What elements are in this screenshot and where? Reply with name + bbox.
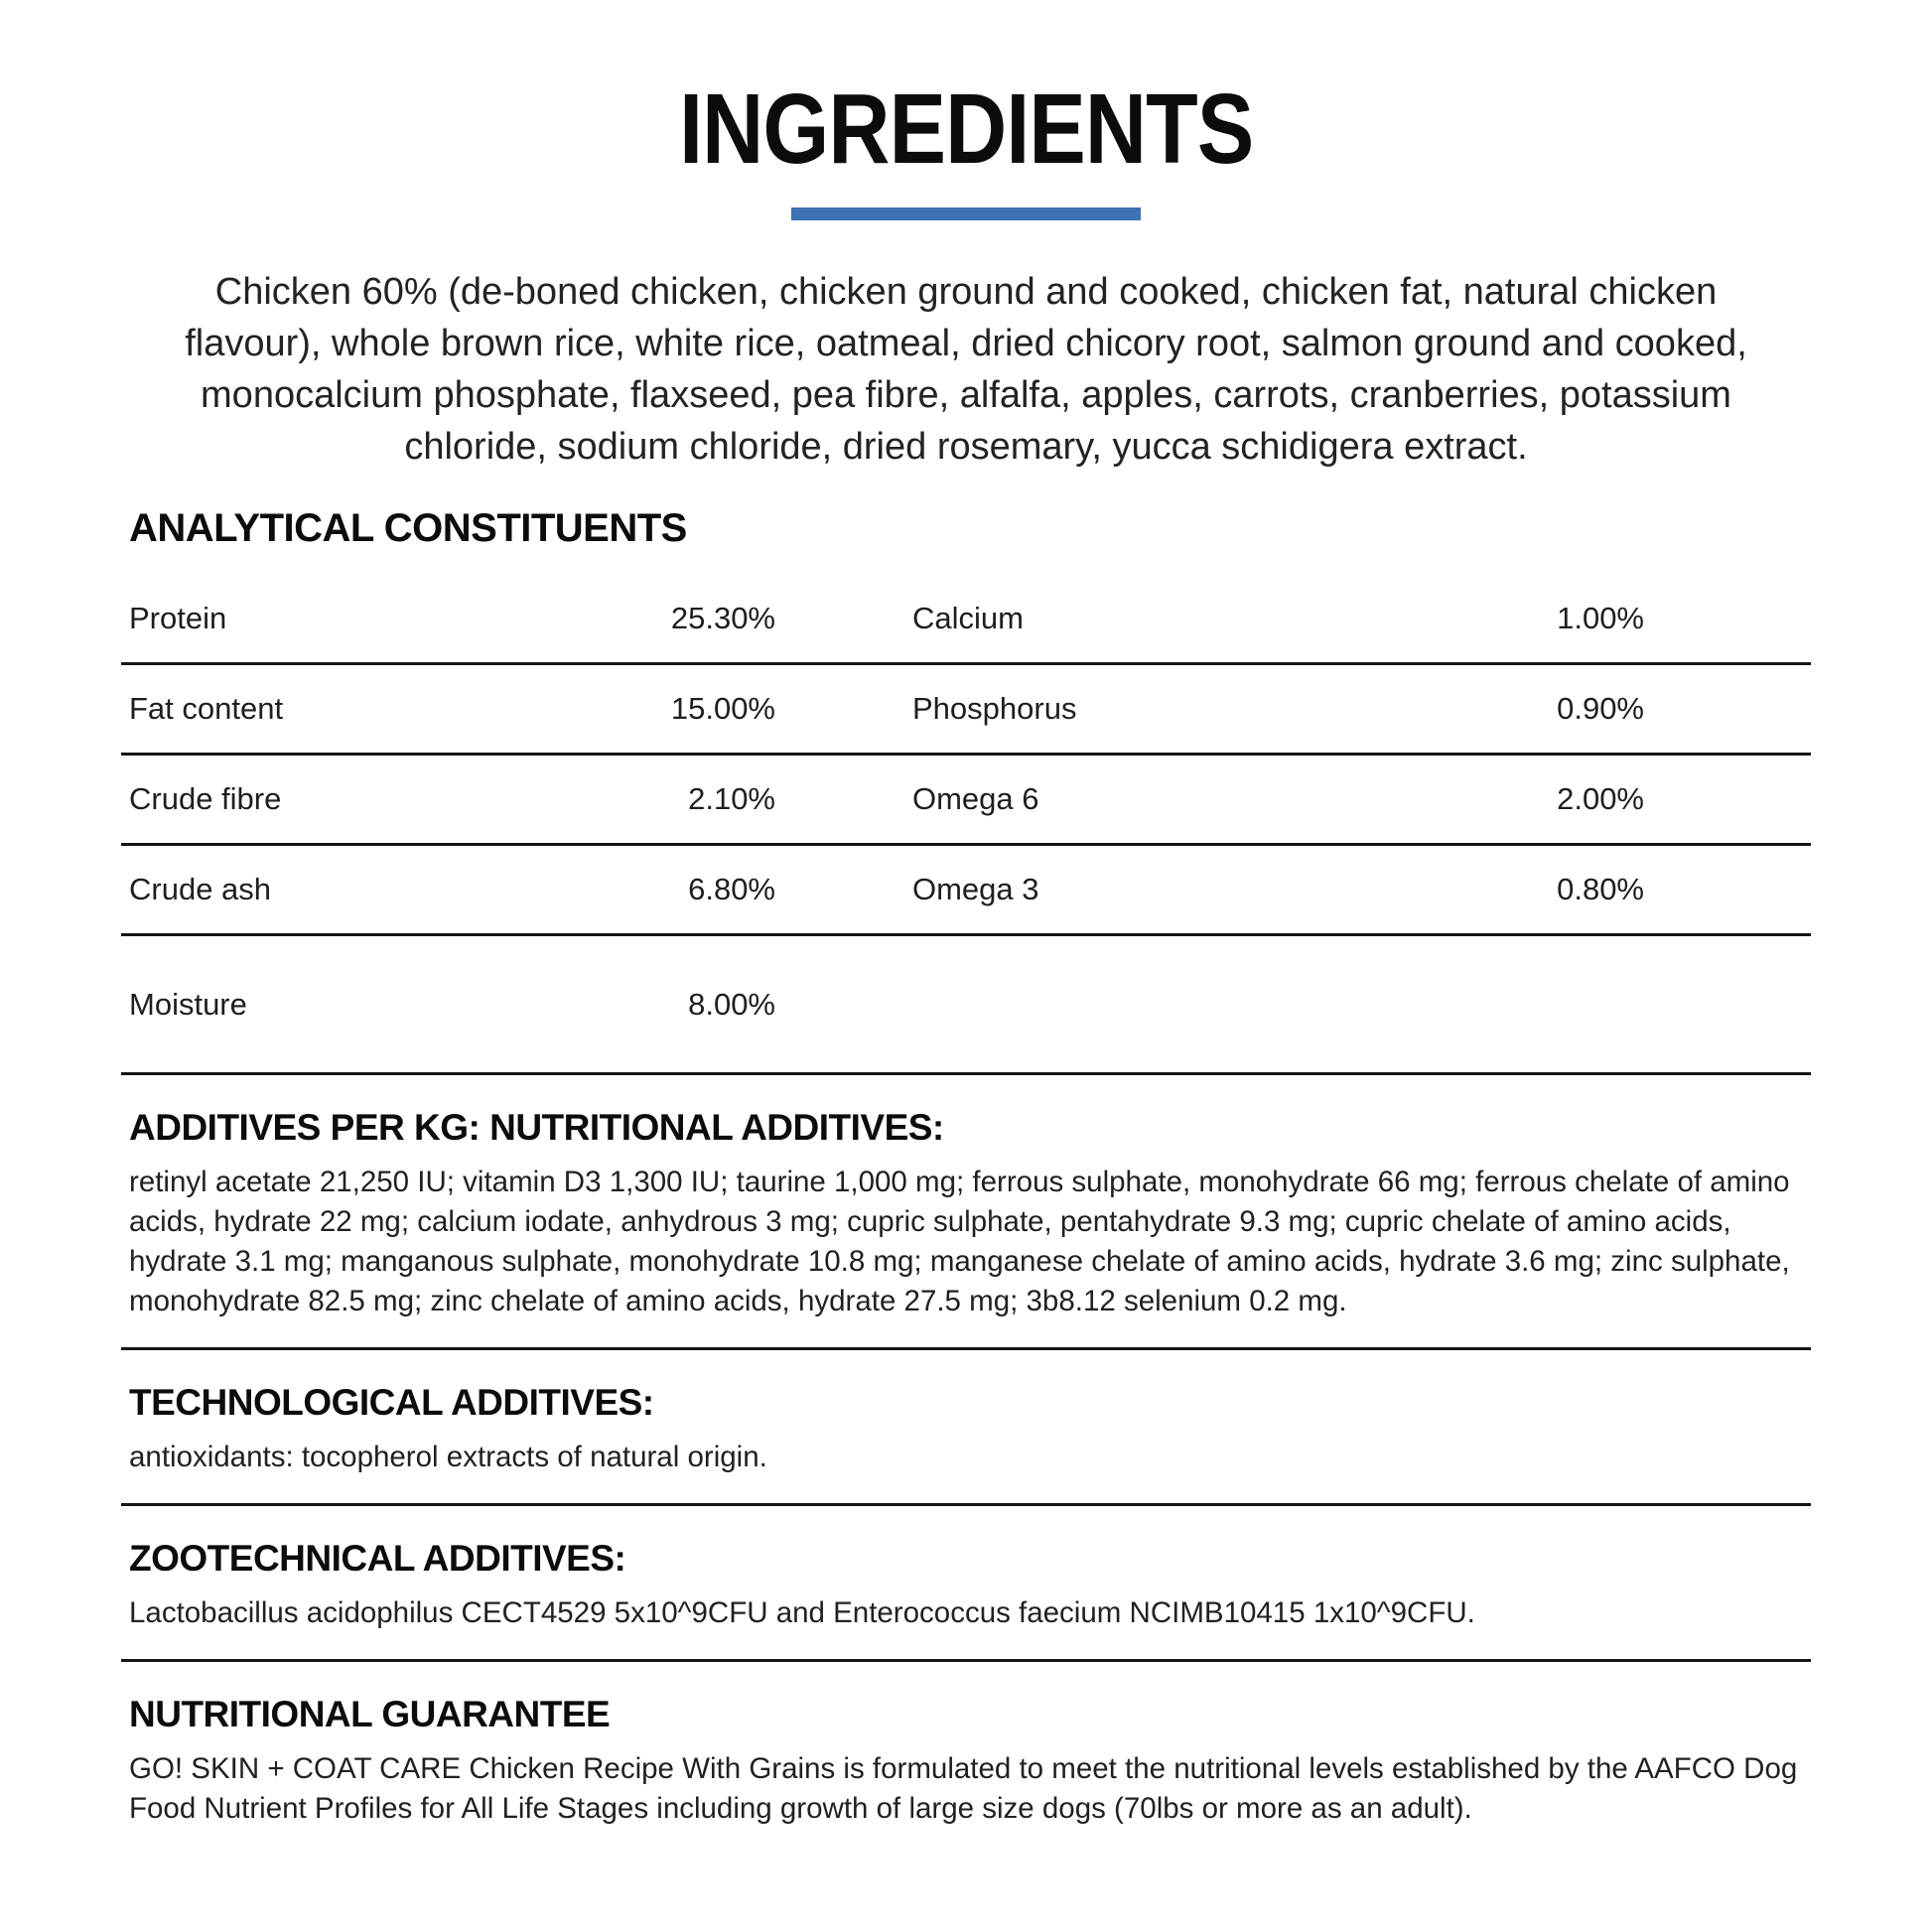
section-body: GO! SKIN + COAT CARE Chicken Recipe With Grains is formulated to meet the nutritional levels established by the AAFCO Dog Food Nutrient Profiles for All Life Stages including growth of large size dogs (70lbs or more as an adult). [129,1752,1798,1825]
section-body: retinyl acetate 21,250 IU; vitamin D3 1,300 IU; taurine 1,000 mg; ferrous sulphate, monohydrate 66 mg; ferrous chelate of amino acids, hydrate 22 mg; calcium iodate, anhydrous 3 mg; cupric sulphate, pentahydrate 9.3 mg; cupric chelate of amino acids, hydrate 3.1 mg; manganous sulphate, monohydrate 10.8 mg; manganese chelate of amino acids, hydrate 3.6 mg; zinc sulphate, monohydrate 82.5 mg; zinc chelate of amino acids, hydrate 27.5 mg; 3b8.12 selenium 0.2 mg. [129,1166,1790,1317]
table-row [121,575,1811,665]
title-underline-bar [791,207,1141,220]
section-body: Lactobacillus acidophilus CECT4529 5x10^9CFU and Enterococcus faecium NCIMB10415 1x10^9CFU. [129,1596,1475,1629]
section-technological-additives [121,1382,1811,1477]
section-heading: NUTRITIONAL GUARANTEE [129,1694,611,1734]
section-zootechnical-additives [121,1538,1811,1633]
section-heading: TECHNOLOGICAL ADDITIVES: [129,1382,654,1423]
nutrient-value: 15.00% [670,691,775,726]
nutrient-label: Calcium [912,601,1024,635]
table-row [121,756,1811,846]
content-area [121,506,1811,1829]
section-heading: ADDITIVES PER KG: NUTRITIONAL ADDITIVES: [129,1107,944,1148]
analytical-constituents-heading: ANALYTICAL CONSTITUENTS [129,506,687,550]
nutrient-value: 1.00% [1557,601,1644,635]
nutrient-value: 6.80% [688,872,775,906]
table-row [121,665,1811,756]
nutrient-label: Moisture [129,986,247,1022]
table-row [121,846,1811,936]
nutrient-value: 8.00% [688,986,775,1022]
nutrient-label: Crude ash [129,872,272,906]
nutrient-label: Phosphorus [912,691,1077,726]
section-divider [121,1347,1811,1350]
analytical-table [121,575,1811,1075]
nutrient-label: Omega 6 [912,781,1039,816]
nutrient-label: Protein [129,601,227,635]
section-nutritional-additives [121,1107,1811,1321]
nutrient-label: Omega 3 [912,872,1039,906]
nutrient-label: Crude fibre [129,781,282,816]
nutrient-value: 2.10% [688,781,775,816]
nutrient-value: 2.00% [1557,781,1644,816]
section-heading: ZOOTECHNICAL ADDITIVES: [129,1538,626,1579]
masthead [0,0,1932,220]
nutrient-value: 25.30% [670,601,775,635]
section-nutritional-guarantee [121,1694,1811,1829]
section-body: antioxidants: tocopherol extracts of natural origin. [129,1441,767,1473]
nutrient-value: 0.80% [1557,872,1644,906]
table-row [121,936,1811,1075]
section-divider [121,1659,1811,1662]
nutrient-value: 0.90% [1557,691,1644,726]
page-title: INGREDIENTS [678,73,1254,185]
section-divider [121,1503,1811,1506]
nutrient-label: Fat content [129,691,284,726]
ingredients-paragraph: Chicken 60% (de-boned chicken, chicken ground and cooked, chicken fat, natural chicken flavour), whole brown rice, white rice, oatmeal, dried chicory root, salmon ground and cooked, monocalcium phosphate, flaxseed, pea fibre, alfalfa, apples, carrots, cranberries, potassium chloride, sodium chloride, dried rosemary, yucca schidigera extract. [185,271,1747,468]
